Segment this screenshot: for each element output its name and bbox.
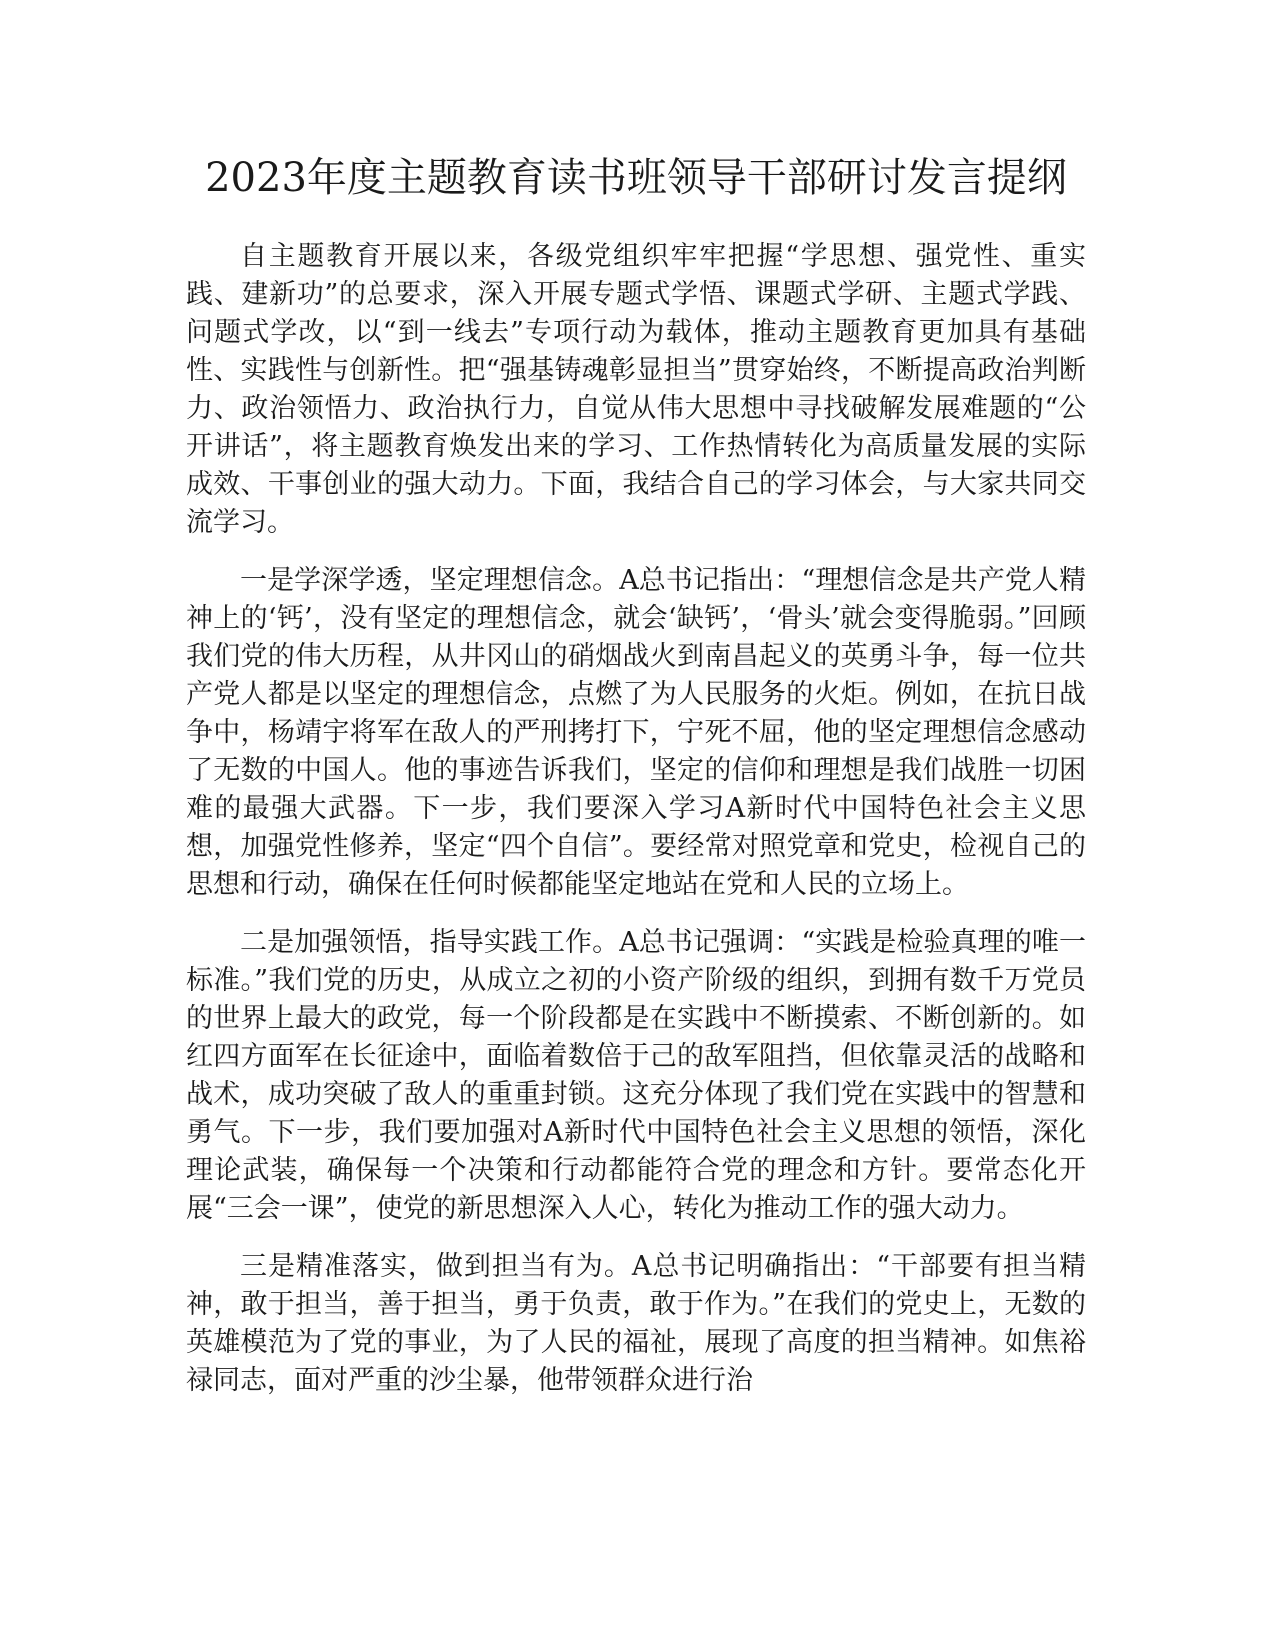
paragraph-point-three: 三是精准落实，做到担当有为。A总书记明确指出：“干部要有担当精神，敢于担当，善于担当，勇于负责，敢于作为。”在我们的党史上，无数的英雄模范为了党的事业，为了人民的福祉，展现了高度的担当精神。如焦裕禄同志，面对严重的沙尘暴，他带领群众进行治	[186, 1251, 1086, 1396]
paragraph-point-two: 二是加强领悟，指导实践工作。A总书记强调：“实践是检验真理的唯一标准。”我们党的历史，从成立之初的小资产阶级的组织，到拥有数千万党员的世界上最大的政党，每一个阶段都是在实践中不断摸索、不断创新的。如红四方面军在长征途中，面临着数倍于己的敌军阻挡，但依靠灵活的战略和战术，成功突破了敌人的重重封锁。这充分体现了我们党在实践中的智慧和勇气。下一步，我们要加强对A新时代中国特色社会主义思想的领悟，深化理论武装，确保每一个决策和行动都能符合党的理念和方针。要常态化开展“三会一课”，使党的新思想深入人心，转化为推动工作的强大动力。	[186, 927, 1086, 1224]
document-title: 2023年度主题教育读书班领导干部研讨发言提纲	[205, 155, 1067, 201]
document-page	[186, 148, 1086, 1420]
paragraph-intro: 自主题教育开展以来，各级党组织牢牢把握“学思想、强党性、重实践、建新功”的总要求，深入开展专题式学悟、课题式学研、主题式学践、问题式学改，以“到一线去”专项行动为载体，推动主题教育更加具有基础性、实践性与创新性。把“强基铸魂彰显担当”贯穿始终，不断提高政治判断力、政治领悟力、政治执行力，自觉从伟大思想中寻找破解发展难题的“公开讲话”，将主题教育焕发出来的学习、工作热情转化为高质量发展的实际成效、干事创业的强大动力。下面，我结合自己的学习体会，与大家共同交流学习。	[186, 241, 1086, 538]
paragraph-point-one: 一是学深学透，坚定理想信念。A总书记指出：“理想信念是共产党人精神上的‘钙’，没有坚定的理想信念，就会‘缺钙’，‘骨头’就会变得脆弱。”回顾我们党的伟大历程，从井冈山的硝烟战火到南昌起义的英勇斗争，每一位共产党人都是以坚定的理想信念，点燃了为人民服务的火炬。例如，在抗日战争中，杨靖宇将军在敌人的严刑拷打下，宁死不屈，他的坚定理想信念感动了无数的中国人。他的事迹告诉我们，坚定的信仰和理想是我们战胜一切困难的最强大武器。下一步，我们要深入学习A新时代中国特色社会主义思想，加强党性修养，坚定“四个自信”。要经常对照党章和党史，检视自己的思想和行动，确保在任何时候都能坚定地站在党和人民的立场上。	[186, 565, 1086, 900]
document-body	[186, 238, 1086, 1400]
